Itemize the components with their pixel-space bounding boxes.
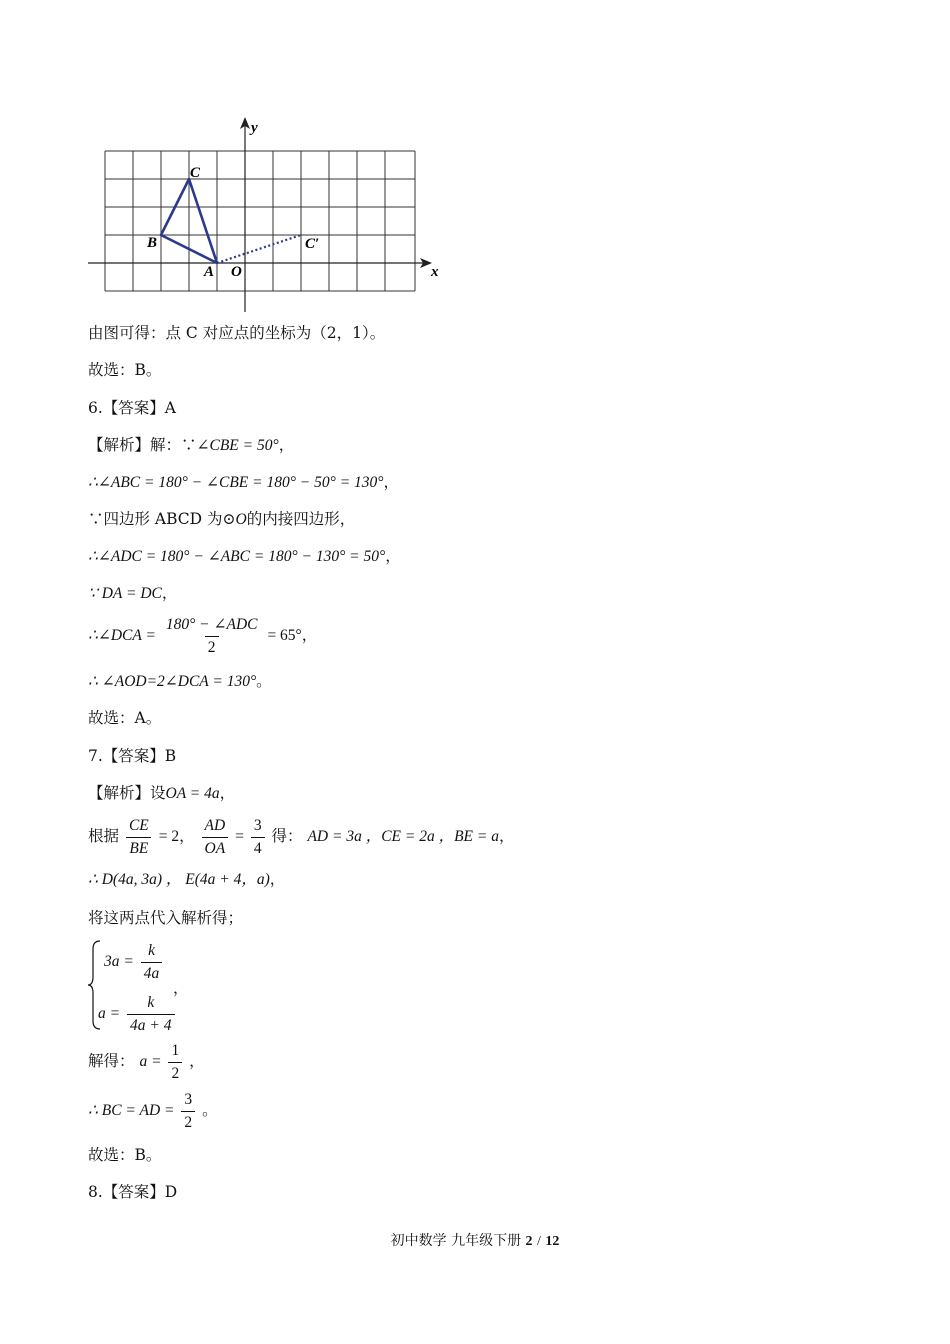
fraction-denominator: 4a [141, 962, 163, 983]
text-line [88, 509, 355, 530]
text-line [88, 435, 294, 456]
fraction-numerator: CE [128, 816, 149, 834]
fraction-denominator: 2 [168, 1062, 182, 1083]
text-span: ∵四边形 ABCD 为 [88, 510, 223, 528]
fraction [163, 616, 261, 657]
text-line [88, 783, 235, 804]
math-span: a = [139, 1053, 162, 1070]
footer-title: 初中数学 九年级下册 [390, 1233, 522, 1249]
text-line [88, 1089, 218, 1132]
text-line: 故选：A。 [88, 709, 162, 727]
text-span: ， [173, 979, 189, 997]
text-span: ， [499, 827, 515, 845]
math-span: ∴∠ABC = 180° − ∠CBE = 180° − 50° = 130° [88, 474, 384, 491]
math-span: ⊙O [222, 511, 247, 528]
fraction [168, 1042, 182, 1083]
fraction-denominator: OA [202, 837, 229, 858]
text-line [88, 815, 515, 858]
math-span: 3a = [104, 953, 134, 970]
text-span: ， [189, 1052, 205, 1070]
text-line [88, 583, 177, 604]
fraction-numerator: k [147, 993, 155, 1011]
label-c: C [190, 165, 201, 181]
math-span: ∴ D(4a, 3a) ， E(4a + 4，a) [88, 871, 270, 888]
answer-heading-8: 8.【答案】D [88, 1183, 178, 1201]
fraction [126, 817, 152, 858]
page-number: 2 [525, 1234, 533, 1249]
text-line: 由图可得：点 C 对应点的坐标为（2，1）。 [88, 324, 386, 342]
text-line: 将这两点代入解析得； [88, 909, 244, 927]
text-span: 【解析】解：∵ [88, 436, 197, 454]
coordinate-figure [0, 0, 950, 330]
fraction [251, 817, 265, 858]
math-span: ∴ ∠AOD=2∠DCA = 130° [88, 673, 257, 690]
math-span: ∴∠DCA = [88, 627, 156, 644]
math-span: ∠CBE = 50° [196, 437, 279, 454]
page-footer [0, 1230, 950, 1250]
math-span: a = [98, 1005, 121, 1022]
fraction-numerator: 1 [171, 1041, 180, 1059]
equation-row-2 [98, 992, 177, 1035]
equation-row-1 [104, 940, 164, 983]
segment-a-cprime [217, 235, 301, 263]
math-span: = [235, 828, 244, 845]
text-line [88, 869, 285, 890]
text-span: ， [278, 436, 295, 454]
text-span: 。 [256, 672, 272, 690]
math-span: OA = 4a [165, 785, 220, 802]
fraction [127, 994, 174, 1035]
math-span: = 2， [158, 828, 195, 845]
page-separator: / [537, 1234, 541, 1249]
text-line [88, 1040, 205, 1083]
text-span: 得： [271, 827, 303, 845]
label-a: A [204, 264, 215, 280]
label-c-prime: C′ [305, 236, 320, 252]
fraction-numerator: k [148, 941, 155, 959]
text-span: 解得： [88, 1052, 135, 1070]
page-total: 12 [545, 1234, 560, 1249]
fraction-numerator: AD [204, 816, 226, 834]
fraction-denominator: 2 [205, 636, 219, 657]
math-span: ∴∠ADC = 180° − ∠ABC = 180° − 130° = 50° [88, 548, 386, 565]
text-span: ， [269, 870, 286, 888]
text-line [88, 472, 399, 493]
math-span: ∵ DA = DC [88, 585, 162, 602]
text-span: ， [161, 584, 178, 602]
answer-heading-7: 7.【答案】B [88, 747, 177, 765]
text-span: 根据 [88, 827, 120, 845]
text-span: 【解析】设 [88, 784, 166, 802]
fraction-denominator: BE [126, 837, 151, 858]
text-span: ， [385, 547, 401, 565]
text-line: 故选：B。 [88, 1146, 162, 1164]
fraction [141, 942, 163, 983]
fraction [202, 817, 229, 858]
text-line [88, 546, 401, 567]
fraction-numerator: 3 [253, 816, 262, 834]
label-x: x [431, 264, 439, 280]
math-span: AD = 3a ，CE = 2a ，BE = a [307, 828, 499, 845]
fraction [181, 1091, 195, 1132]
text-line: 故选：B。 [88, 361, 162, 379]
math-span: ∴ BC = AD = [88, 1102, 175, 1119]
label-y: y [251, 120, 258, 136]
axes [88, 124, 425, 312]
text-span: ， [383, 473, 399, 491]
math-span: = 65°， [267, 627, 318, 644]
label-o: O [231, 264, 242, 280]
fraction-denominator: 4a + 4 [127, 1014, 174, 1035]
fraction-denominator: 4 [251, 837, 265, 858]
answer-heading-6: 6.【答案】A [88, 399, 176, 417]
text-line [88, 614, 317, 657]
grid [105, 151, 415, 291]
fraction-numerator: 3 [184, 1090, 193, 1108]
text-span: 。 [202, 1101, 218, 1119]
label-b: B [147, 235, 158, 251]
text-span: ， [219, 784, 236, 802]
text-span: 的内接四边形， [246, 510, 356, 528]
fraction-denominator: 2 [181, 1111, 195, 1132]
text-line [88, 671, 272, 692]
fraction-numerator: 180° − ∠ADC [165, 615, 258, 633]
